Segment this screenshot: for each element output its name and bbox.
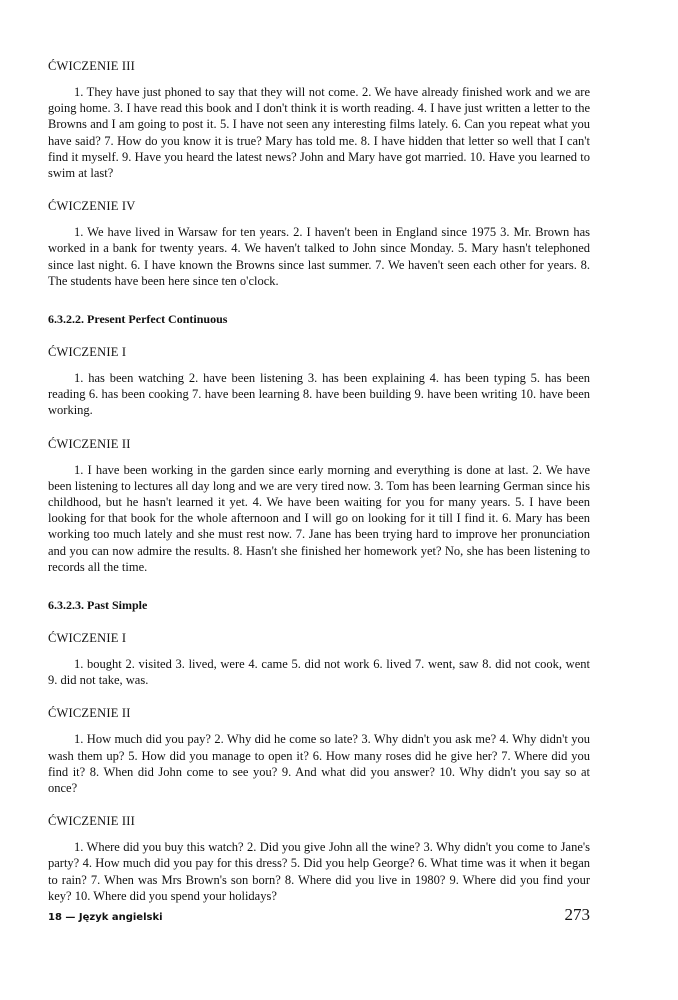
exercise-heading: ĆWICZENIE I bbox=[48, 345, 127, 360]
exercise-heading: ĆWICZENIE I bbox=[48, 631, 127, 646]
footer-signature: 18 — Język angielski bbox=[48, 912, 163, 923]
exercise-text: 1. has been watching 2. have been listening 3. has been explaining 4. has been typing 5. has been reading 6. has been cooking 7. have been learning 8. have been building 9. have been writing 10. have been working. bbox=[48, 371, 590, 418]
exercise-text: 1. How much did you pay? 2. Why did he come so late? 3. Why didn't you ask me? 4. Why didn't you wash them up? 5. How did you manage to open it? 6. How many roses did he give her? 7. Where did you find it? 8. When did John come to see you? 9. And what did you answer? 10. Why didn't you say so at once? bbox=[48, 732, 590, 796]
exercise-heading: ĆWICZENIE III bbox=[48, 814, 135, 829]
page-footer bbox=[48, 905, 590, 925]
section-subheading: 6.3.2.3. Past Simple bbox=[48, 598, 148, 613]
exercise-heading: ĆWICZENIE II bbox=[48, 706, 131, 721]
exercise-text: 1. They have just phoned to say that they will not come. 2. We have already finished work and we are going home. 3. I have read this book and I don't think it is worth reading. 4. I have just written a letter to the Browns and I am going to post it. 5. I have not seen any interesting films lately. 6. Can you repeat what you have said? 7. How do you know it is true? Mary has told me. 8. I have hidden that letter so well that I can't find it myself. 9. Have you heard the latest news? John and Mary have got married. 10. Have you learned to swim at last? bbox=[48, 85, 590, 181]
exercise-heading: ĆWICZENIE IV bbox=[48, 199, 136, 214]
page-content bbox=[48, 58, 590, 904]
exercise-text: 1. I have been working in the garden since early morning and everything is done at last. 2. We have been listening to lectures all day long and we are very tired now. 3. Tom has been learning German since his childhood, but he hasn't learned it yet. 4. We have been waiting for you for many years. 5. I have been looking for that book for the whole afternoon and I will go on looking for it till I find it. 6. Mary has been working too much lately and she must rest now. 7. Jane has been trying hard to improve her pronunciation and you can now admire the results. 8. Hasn't she finished her homework yet? No, she has been listening to records all the time. bbox=[48, 462, 590, 574]
exercise-heading: ĆWICZENIE III bbox=[48, 59, 135, 73]
exercise-text: 1. We have lived in Warsaw for ten years. 2. I haven't been in England since 1975 3. Mr. Brown has worked in a bank for twenty years. 4. We haven't talked to John since Monday. 5. Mary hasn't telephoned since last night. 6. I have known the Browns since last summer. 7. We haven't seen each other for years. 8. The students have been here since ten o'clock. bbox=[48, 225, 590, 288]
page-number: 273 bbox=[564, 905, 590, 924]
exercise-text: 1. Where did you buy this watch? 2. Did you give John all the wine? 3. Why didn't you come to Jane's party? 4. How much did you pay for this dress? 5. Did you help George? 6. What time was it when it began to rain? 7. When was Mrs Brown's son born? 8. Where did you live in 1980? 9. Where did you find your key? 10. Where did you spend your holidays? bbox=[48, 840, 590, 903]
exercise-text: 1. bought 2. visited 3. lived, were 4. came 5. did not work 6. lived 7. went, saw 8. did not cook, went 9. did not take, was. bbox=[48, 657, 590, 688]
exercise-heading: ĆWICZENIE II bbox=[48, 436, 131, 451]
section-subheading: 6.3.2.2. Present Perfect Continuous bbox=[48, 312, 228, 327]
